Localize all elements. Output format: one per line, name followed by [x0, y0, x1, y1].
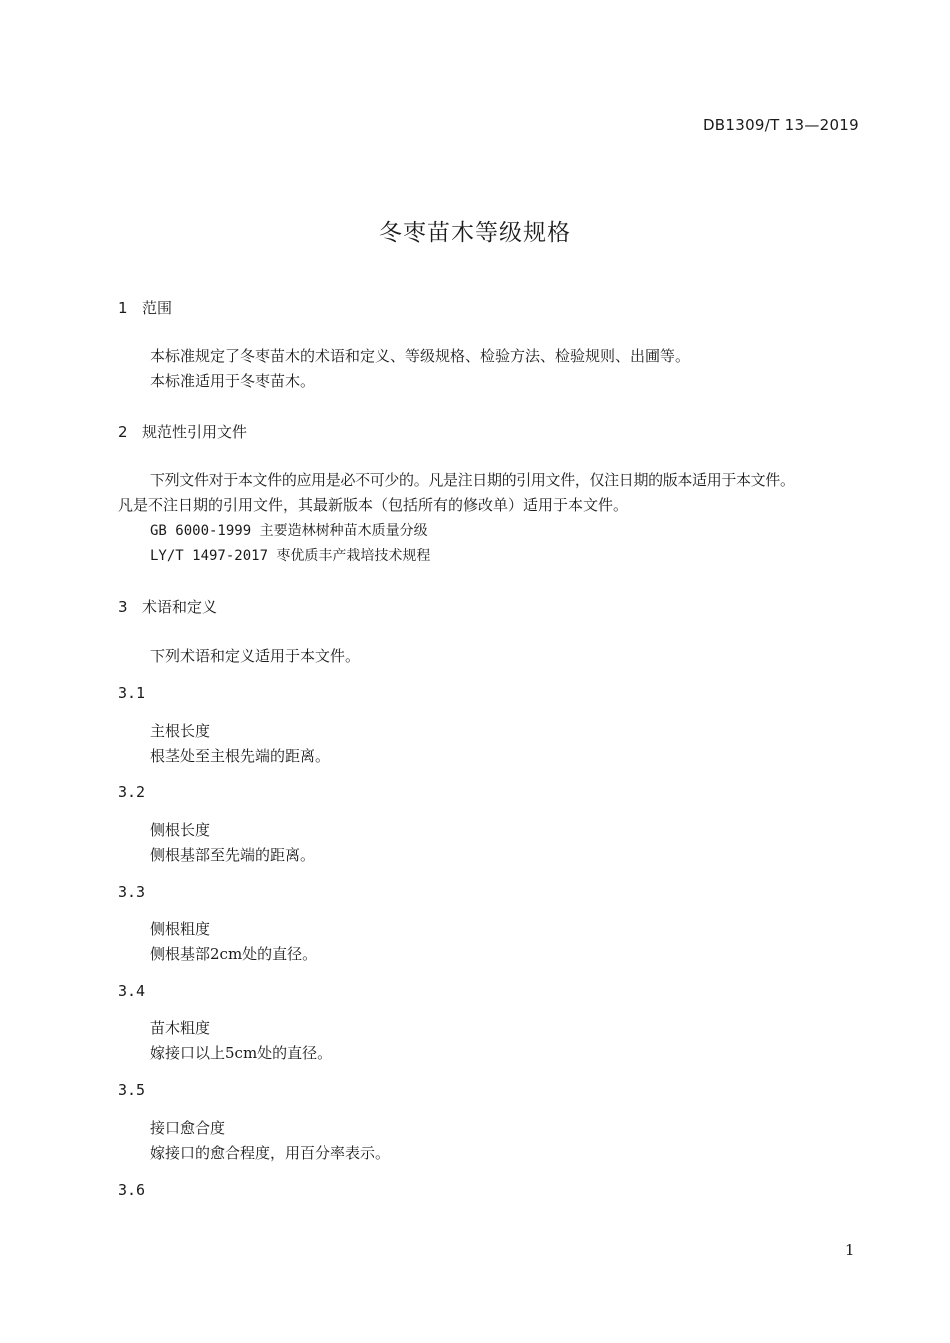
- section-1-heading: [118, 297, 172, 318]
- paragraph: 下列文件对于本文件的应用是必不可少的。凡是注日期的引用文件，仅注日期的版本适用于本文件。: [150, 471, 795, 489]
- term-definition: 嫁接口的愈合程度，用百分率表示。: [150, 1144, 391, 1162]
- paragraph: 本标准适用于冬枣苗木。: [150, 372, 316, 390]
- paragraph-continued: 凡是不注日期的引用文件，其最新版本（包括所有的修改单）适用于本文件。: [118, 496, 629, 514]
- term-definition: 根茎处至主根先端的距离。: [150, 747, 331, 765]
- section-2-heading: [118, 421, 247, 442]
- section-title: 规范性引用文件: [142, 423, 248, 441]
- term-definition: 嫁接口以上5cm处的直径。: [150, 1044, 333, 1062]
- clause-number: 3.1: [118, 684, 146, 702]
- reference-item: LY/T 1497-2017 枣优质丰产栽培技术规程: [150, 548, 431, 564]
- section-3-heading: [118, 596, 217, 617]
- paragraph: 下列术语和定义适用于本文件。: [150, 647, 361, 665]
- section-title: 术语和定义: [142, 598, 218, 616]
- section-number: 2: [118, 423, 128, 441]
- clause-number: 3.6: [118, 1181, 146, 1199]
- clause-number: 3.3: [118, 883, 146, 901]
- clause-number: 3.4: [118, 982, 146, 1000]
- paragraph: 本标准规定了冬枣苗木的术语和定义、等级规格、检验方法、检验规则、出圃等。: [150, 347, 691, 365]
- term-name: 苗木粗度: [150, 1019, 211, 1037]
- reference-item: GB 6000-1999 主要造林树种苗木质量分级: [150, 523, 428, 539]
- section-number: 3: [118, 598, 128, 616]
- clause-number: 3.5: [118, 1081, 146, 1099]
- section-number: 1: [118, 299, 128, 317]
- page-number: 1: [845, 1241, 855, 1259]
- clause-number: 3.2: [118, 783, 146, 801]
- term-name: 主根长度: [150, 722, 211, 740]
- term-name: 侧根长度: [150, 821, 211, 839]
- term-name: 侧根粗度: [150, 920, 211, 938]
- term-name: 接口愈合度: [150, 1119, 226, 1137]
- document-title: 冬枣苗木等级规格: [379, 220, 571, 246]
- section-title: 范围: [142, 299, 173, 317]
- term-definition: 侧根基部至先端的距离。: [150, 846, 316, 864]
- standard-number: DB1309/T 13—2019: [702, 116, 859, 134]
- term-definition: 侧根基部2cm处的直径。: [150, 945, 318, 963]
